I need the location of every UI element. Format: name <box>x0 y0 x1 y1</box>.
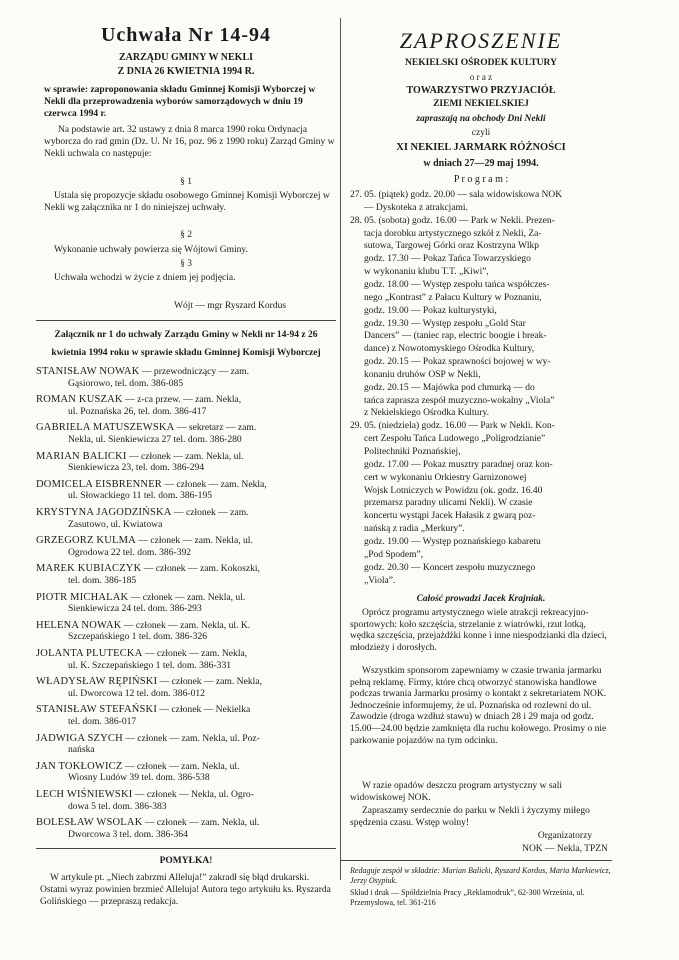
organizer-3: ZIEMI NEKIELSKIEJ <box>433 99 529 109</box>
program-line: tańca zaprasza zespół muzyczno-wokalny „Viola” <box>364 395 555 406</box>
member-line-1 <box>36 592 336 604</box>
member-line-1 <box>36 817 336 829</box>
program-line: nego „Kontrast” z Pałacu Kultury w Poznaniu, <box>364 292 542 303</box>
member-address: ul. K. Szczepańskiego 1 tel. dom. 386-331 <box>68 659 232 671</box>
welcome-paragraph: Zapraszamy serdecznie do parku w Nekli i życzymy miłego spędzenia czasu. Wstęp wolny! <box>350 806 590 828</box>
organizers-names: NOK — Nekla, TPZN <box>522 844 608 854</box>
member-entry <box>36 507 336 530</box>
section-3-text: Uchwała wchodzi w życie z dniem jej podjęcia. <box>54 273 236 283</box>
member-entry <box>36 817 336 840</box>
program-line: godz. 17.00 — Pokaz musztry paradnej oraz kon- <box>364 459 553 470</box>
member-entry <box>36 451 336 474</box>
member-entry <box>36 648 336 671</box>
member-entry <box>36 394 336 417</box>
member-address: ul. Słowackiego 11 tel. dom. 386-195 <box>68 490 213 502</box>
member-role: — członek — zam. Nekla, ul. <box>126 450 244 462</box>
member-address: Sienkiewicza 23, tel. dom. 386-294 <box>68 462 205 474</box>
program-line: Politechniki Poznańskiej, <box>364 447 461 457</box>
member-role: — członek — zam. Nekla, ul. <box>135 535 253 547</box>
member-line-1 <box>36 422 336 434</box>
member-role: — członek — zam. Nekla, ul. Poz- <box>122 732 260 744</box>
czyli-label: czyli <box>471 128 491 138</box>
member-address: dowa 5 tel. dom. 386-383 <box>68 800 167 812</box>
member-name: HELENA NOWAK <box>36 619 122 631</box>
program-line: godz. 19.00 — Pokaz kulturystyki, <box>364 305 497 316</box>
member-entry <box>36 789 336 812</box>
member-line-1 <box>36 535 336 547</box>
program-line: godz. 19.30 — Występ zespołu „Gold Star <box>364 318 526 329</box>
member-name: JAN TOKŁOWICZ <box>36 760 123 772</box>
member-role: — członek — zam. Kokoszki, <box>141 563 260 575</box>
member-name: WŁADYSŁAW RĘPIŃSKI <box>36 676 158 688</box>
program-line: 27. 05. (piątek) godz. 20.00 — sala widowiskowa NOK <box>350 190 563 200</box>
member-name: KRYSTYNA JAGODZIŃSKA <box>36 507 172 518</box>
member-role: — członek — Nekielka <box>157 704 251 716</box>
member-name: LECH WIŚNIEWSKI <box>36 789 133 800</box>
member-name: BOLESŁAW WSOLAK <box>36 817 143 829</box>
member-role: — z-ca przew. — zam. Nekla, <box>122 394 242 406</box>
organizer-2: TOWARZYSTWO PRZYJACIÓŁ <box>406 85 556 96</box>
program-line: godz. 20.15 — Pokaz sprawności bojowej w wy- <box>364 357 551 368</box>
organizer-1: NEKIELSKI OŚRODEK KULTURY <box>405 58 557 68</box>
member-address: Gąsiorowo, tel. dom. 386-085 <box>68 377 184 389</box>
member-role: — przewodniczący — zam. <box>139 366 249 377</box>
member-entry <box>36 592 336 615</box>
resolution-subtitle-1: ZARZĄDU GMINY W NEKLI <box>119 52 253 63</box>
member-address: ul. Dworcowa 12 tel. dom. 386-012 <box>68 687 205 699</box>
member-entry <box>36 563 336 586</box>
member-address: tel. dom. 386-017 <box>68 715 137 727</box>
member-name: GRZEGORZ KULMA <box>36 535 136 547</box>
member-line-1 <box>36 563 336 575</box>
member-address: Nekla, ul. Sienkiewicza 27 tel. dom. 386-280 <box>68 433 242 445</box>
member-entry <box>36 676 336 699</box>
print-credits: Skład i druk — Spółdzielnia Pracy „Reklamodruk”, 62-300 Września, ul. Przemysłowa, tel. 361-216 <box>350 888 585 907</box>
member-address: ul. Poznańska 26, tel. dom. 386-417 <box>68 405 207 417</box>
member-entry <box>36 366 336 389</box>
program-line: „Pod Spodem”, <box>364 549 424 560</box>
program-line: w wykonaniu klubu T.T. „Kiwi”, <box>364 267 489 278</box>
attractions-paragraph: Oprócz programu artystycznego wiele atrakcji rekreacyjno-sportowych: koło szczęścia, strzelanie z wiatrówki, rzut lotką, wędka szczęścia, przejażdżki konne i inne niespodzianki dla dzieci, młodzieży i dorosłych. <box>350 608 607 653</box>
resolution-column <box>36 0 336 960</box>
sponsors-paragraph: Wszystkim sponsorom zapewniamy w czasie trwania jarmarku pełną reklamę. Firmy, które chcą otworzyć stanowiska handlowe podczas trwania Jarmarku prosimy o kontakt z sekretariatem NOK. Jednocześnie informujemy, że ul. Poznańska od rozlewni do ul. Zawodzie (droga wzdłuż stawu) w dniach 28 i 29 maja od godz. 15.00—24.00 będzie zamknięta dla ruchu kołowego. Prosimy o nie parkowanie pojazdów na tym odcinku. <box>350 666 607 746</box>
program-line: nańską z radia „Merkury”. <box>364 524 465 535</box>
invitation-title: ZAPROSZENIE <box>399 28 563 53</box>
invite-line: zapraszają na obchody Dni Nekli <box>416 114 546 124</box>
member-entry <box>36 704 336 727</box>
annex-divider <box>36 320 336 321</box>
program-line: cert Zespołu Tańca Ludowego „Poligrodzianie” <box>364 434 546 445</box>
erratum-title: POMYŁKA! <box>159 856 213 866</box>
program-line: Wojsk Lotniczych w Powidzu (ok. godz. 16.40 <box>364 485 543 496</box>
member-line-1 <box>36 648 336 660</box>
program-line: przemarsz paradny ulicami Nekli). W czasie <box>364 498 533 509</box>
member-name: DOMICELA EISBRENNER <box>36 478 163 490</box>
member-entry <box>36 479 336 502</box>
member-entry <box>36 761 336 784</box>
member-name: GABRIELA MATUSZEWSKA <box>36 422 175 434</box>
member-entry <box>36 535 336 558</box>
program-line: godz. 20.30 — Koncert zespołu muzycznego <box>364 562 536 573</box>
member-entry <box>36 733 336 756</box>
member-role: — członek — zam. Nekla, ul. <box>128 591 246 603</box>
section-2-text: Wykonanie uchwały powierza się Wójtowi Gminy. <box>54 245 248 255</box>
rain-paragraph: W razie opadów deszczu program artystyczny w sali widowiskowej NOK. <box>350 781 563 803</box>
member-role: — członek — zam. <box>171 507 249 518</box>
program-line: godz. 19.00 — Występ poznańskiego kabaretu <box>364 536 541 547</box>
resolution-basis: Na podstawie art. 32 ustawy z dnia 8 marca 1990 roku Ordynacja wyborcza do rad gmin (Dz. U. Nr 16, poz. 96 z 1990 roku) Zarząd Gminy w Nekli uchwala co następuje: <box>44 125 335 159</box>
member-name: STANISŁAW STEFAŃSKI <box>36 704 158 716</box>
program-line: tacja dorobku artystycznego szkół z Nekli, Za- <box>364 228 542 239</box>
member-line-1 <box>36 761 336 773</box>
member-name: ROMAN KUSZAK <box>36 394 123 406</box>
member-address: Sienkiewicza 24 tel. dom. 386-293 <box>68 603 202 615</box>
program-line: sutowa, Targowej Górki oraz Kostrzyna Wlkp <box>364 241 540 252</box>
footer-divider <box>340 860 612 861</box>
section-3-label: § 3 <box>180 259 192 269</box>
member-role: — członek — zam. Nekla, ul. <box>122 760 240 772</box>
program-line: dance) z Nowotomyskiego Ośrodka Kultury, <box>364 344 535 355</box>
oraz-label: o r a z <box>469 72 493 82</box>
member-line-1 <box>36 479 336 491</box>
section-1-label: § 1 <box>180 177 192 187</box>
member-line-1 <box>36 507 336 519</box>
member-address: nańska <box>68 744 95 756</box>
member-name: PIOTR MICHALAK <box>36 591 129 603</box>
signature: Wójt — mgr Ryszard Kordus <box>174 301 287 311</box>
member-role: — członek — zam. Nekla, ul. K. <box>121 619 251 631</box>
member-name: JADWIGA SZYCH <box>36 732 123 744</box>
member-line-1 <box>36 451 336 463</box>
program-line: — Dyskoteka z atrakcjami. <box>364 202 468 213</box>
section-2-label: § 2 <box>180 230 192 240</box>
program-line: „Viola”. <box>364 575 396 586</box>
member-role: — członek — zam. Nekla, <box>157 676 262 688</box>
column-divider <box>340 18 341 880</box>
program-line: godz. 18.00 — Występ zespołu tańca współczes- <box>364 279 550 290</box>
resolution-subtitle-2: Z DNIA 26 KWIETNIA 1994 R. <box>117 66 255 77</box>
organizers-label: Organizatorzy <box>537 831 593 841</box>
member-name: STANISŁAW NOWAK <box>36 366 140 377</box>
member-name: MAREK KUBIACZYK <box>36 563 142 575</box>
member-role: — sekretarz — zam. <box>174 422 257 434</box>
host-line: Całość prowadzi Jacek Krajniak. <box>416 594 546 604</box>
member-address: Zasutowo, ul. Kwiatowa <box>68 518 163 530</box>
program-line: Dancers” — (taniec rap, electric boogie i break- <box>364 331 547 342</box>
annex-title: Załącznik nr 1 do uchwały Zarządu Gminy w Nekli nr 14-94 z 26 kwietnia 1994 roku w sprawie składu Gminnej Komisji Wyborczej <box>51 330 321 358</box>
member-role: — członek — zam. Nekla, ul. <box>142 817 260 829</box>
member-role: — członek — zam. Nekla, <box>162 478 267 490</box>
program-line: 28. 05. (sobota) godz. 16.00 — Park w Nekli. Prezen- <box>350 215 555 226</box>
program-line: godz. 20.15 — Majówka pod chmurką — do <box>364 382 535 393</box>
resolution-title: Uchwała Nr 14-94 <box>100 24 272 46</box>
member-address: Dworcowa 3 tel. dom. 386-364 <box>68 828 188 840</box>
member-address: Ogrodowa 22 tel. dom. 386-392 <box>68 546 192 558</box>
member-line-1 <box>36 394 336 406</box>
program-line: konaniu druhów OSP w Nekli, <box>364 369 481 380</box>
erratum-text: W artykule pt. „Niech zabrzmi Alleluja!” zakradł się błąd drukarski. Ostatni wyraz powinien brzmieć Alleluja! Autora tego artykułu ks. Ryszarda Golińskiego — przepraszą redakcja. <box>40 873 331 907</box>
member-line-1 <box>36 676 336 688</box>
program-line: 29. 05. (niedziela) godz. 16.00 — Park w Nekli. Kon- <box>350 421 555 432</box>
event-name: XI NEKIEL JARMARK RÓŻNOŚCI <box>396 142 566 153</box>
section-1-text: Ustala się propozycje składu osobowego Gminnej Komisji Wyborczej w Nekli wg załącznika nr 1 do niniejszej uchwały. <box>44 191 330 213</box>
member-name: JOLANTA PLUTECKA <box>36 648 143 659</box>
program-label: P r o g r a m : <box>453 174 509 185</box>
member-entry <box>36 422 336 445</box>
member-line-1 <box>36 789 336 801</box>
member-line-1 <box>36 704 336 716</box>
program-line: z Nekielskiego Ośrodka Kultury. <box>364 408 489 419</box>
member-entry <box>36 620 336 643</box>
member-line-1 <box>36 366 336 378</box>
member-line-1 <box>36 733 336 745</box>
member-address: Wiosny Ludów 39 tel. dom. 386-538 <box>68 772 210 784</box>
member-address: tel. dom. 386-185 <box>68 574 137 586</box>
program-line: cert w wykonaniu Orkiestry Garnizonowej <box>364 472 527 483</box>
program-line: godz. 17.30 — Pokaz Tańca Towarzyskiego <box>364 254 531 265</box>
program-line: koncertu wystąpi Jacek Hałasik z gwarą poz- <box>364 511 536 522</box>
resolution-intro: w sprawie: zaproponowania składu Gminnej Komisji Wyborczej w Nekli dla przeprowadzenia wyborów samorządowych w dniu 19 czerwca 1994 r. <box>44 85 316 119</box>
invitation-column <box>350 0 612 960</box>
member-name: MARIAN BALICKI <box>36 450 127 462</box>
erratum-divider <box>36 848 336 849</box>
member-role: — członek — Nekla, ul. Ogro- <box>132 789 254 800</box>
event-dates: w dniach 27—29 maj 1994. <box>423 158 539 169</box>
editorial-credits: Redaguje zespół w składzie: Marian Balicki, Ryszard Kordus, Maria Markiewicz, Jerzy Osypiuk. <box>350 866 611 885</box>
member-role: — członek — zam. Nekla, <box>142 648 248 659</box>
member-address: Szczepańskiego 1 tel. dom. 386-326 <box>68 631 208 643</box>
member-line-1 <box>36 620 336 632</box>
